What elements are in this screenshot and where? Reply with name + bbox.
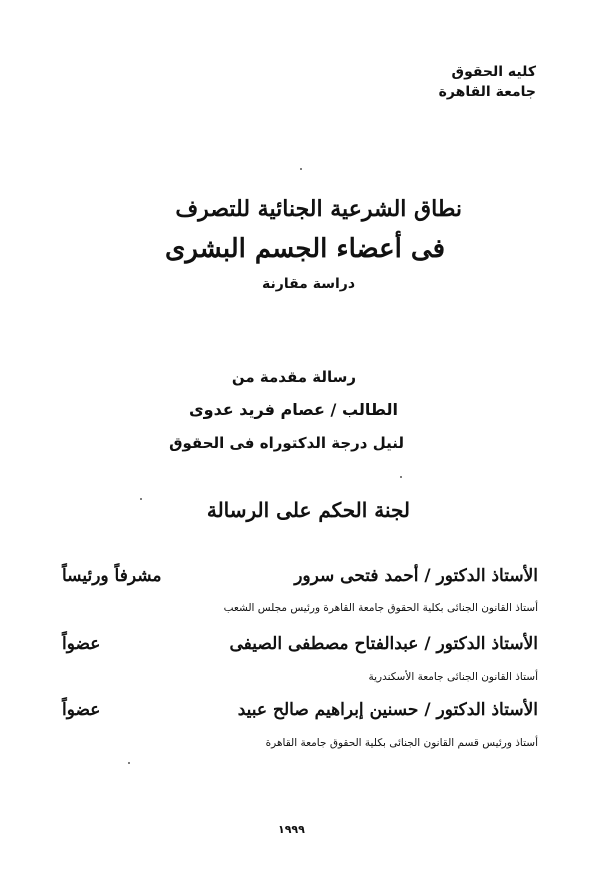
thesis-title-line2: فى أعضاء الجسم البشرى [165,234,445,264]
committee-title: لجنة الحكم على الرسالة [206,498,410,522]
committee-member-role: عضواً [62,700,101,720]
degree-text: لنيل درجة الدكتوراه فى الحقوق [169,434,404,452]
scan-speck [400,476,402,478]
committee-member-name: الأستاذ الدكتور / حسنين إبراهيم صالح عبيد [237,700,538,720]
committee-member-role: عضواً [62,634,101,654]
student-name: الطالب / عصام فريد عدوى [188,400,398,419]
committee-member-name: الأستاذ الدكتور / أحمد فتحى سرور [294,566,538,586]
thesis-title-line1: نطاق الشرعية الجنائية للتصرف [175,196,462,222]
publication-year: ١٩٩٩ [278,823,305,836]
scan-speck [140,498,142,500]
committee-member-description: أستاذ القانون الجنائى بكلية الحقوق جامعة القاهرة ورئيس مجلس الشعب [223,602,538,614]
faculty-name: كليه الحقوق [451,64,536,80]
faculty-header [439,62,536,102]
committee-member-role: مشرفاً ورئيساً [62,566,162,586]
committee-member-description: أستاذ القانون الجنائى جامعة الأسكندرية [368,671,538,683]
scan-speck [300,168,302,170]
university-name: جامعة القاهرة [438,84,536,100]
presented-by-text: رسالة مقدمة من [231,368,356,386]
committee-member-description: أستاذ ورئيس قسم القانون الجنائى بكلية الحقوق جامعة القاهرة [265,737,538,749]
committee-member-name: الأستاذ الدكتور / عبدالفتاح مصطفى الصيفى [229,634,538,654]
scan-speck [128,762,130,764]
thesis-subtitle: دراسة مقارنة [262,276,355,292]
